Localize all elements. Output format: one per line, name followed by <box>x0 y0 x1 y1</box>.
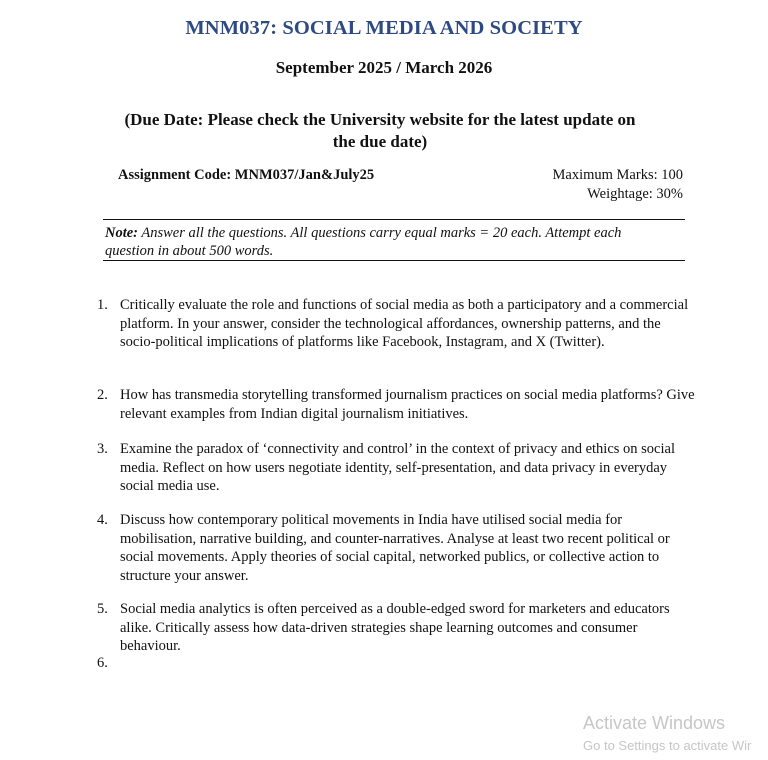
question-text: Examine the paradox of ‘connectivity and control’ in the context of privacy and ethics on social media. Reflect on how users negotiate identity, self-presentation, and data privacy in everyday social media use. <box>120 441 675 494</box>
question-number: 5. <box>97 601 108 617</box>
marks-block <box>553 166 684 204</box>
due-date-notice <box>0 109 760 153</box>
course-title: MNM037: SOCIAL MEDIA AND SOCIETY <box>185 17 583 39</box>
due-date-line-2: the due date) <box>332 132 428 151</box>
session-dates: September 2025 / March 2026 <box>275 58 493 77</box>
question-text: Social media analytics is often perceived as a double-edged sword for marketers and educators alike. Critically assess how data-driven strategies shape learning outcomes and consumer behaviour. <box>120 601 670 654</box>
question-number: 6. <box>97 655 108 671</box>
assignment-code: Assignment Code: MNM037/Jan&July25 <box>118 167 375 183</box>
note-box <box>105 225 665 260</box>
question-number: 3. <box>97 441 108 457</box>
activate-windows-title: Activate Windows <box>583 713 726 733</box>
maximum-marks: Maximum Marks: 100 <box>552 167 683 183</box>
note-text: Answer all the questions. All questions carry equal marks = 20 each. Attempt each question in about 500 words. <box>105 225 622 259</box>
weightage: Weightage: 30% <box>587 186 683 202</box>
question-text: Discuss how contemporary political movements in India have utilised social media for mobilisation, narrative building, and counter-narratives. Analyse at least two recent political or social movements. Apply theories of social capital, networked publics, or collective action to structure your answer. <box>120 512 670 584</box>
activate-windows-subtitle: Go to Settings to activate Wir <box>583 738 752 753</box>
question-item <box>97 600 697 656</box>
question-item <box>97 296 697 352</box>
due-date-line-1: (Due Date: Please check the University website for the latest update on <box>124 110 636 129</box>
question-number: 4. <box>97 512 108 528</box>
question-item <box>97 511 697 585</box>
question-number: 2. <box>97 387 108 403</box>
question-text: How has transmedia storytelling transformed journalism practices on social media platforms? Give relevant examples from Indian digital journalism initiatives. <box>120 387 695 422</box>
note-label: Note: <box>105 225 139 241</box>
note-top-rule <box>103 219 685 220</box>
question-item <box>97 386 697 423</box>
question-text: Critically evaluate the role and functions of social media as both a participatory and a commercial platform. In your answer, consider the technological affordances, ownership patterns, and the socio-political implications of platforms like Facebook, Instagram, and X (Twitter). <box>120 297 689 350</box>
note-bottom-rule <box>103 260 685 261</box>
question-item <box>97 440 697 496</box>
question-number: 1. <box>97 297 108 313</box>
